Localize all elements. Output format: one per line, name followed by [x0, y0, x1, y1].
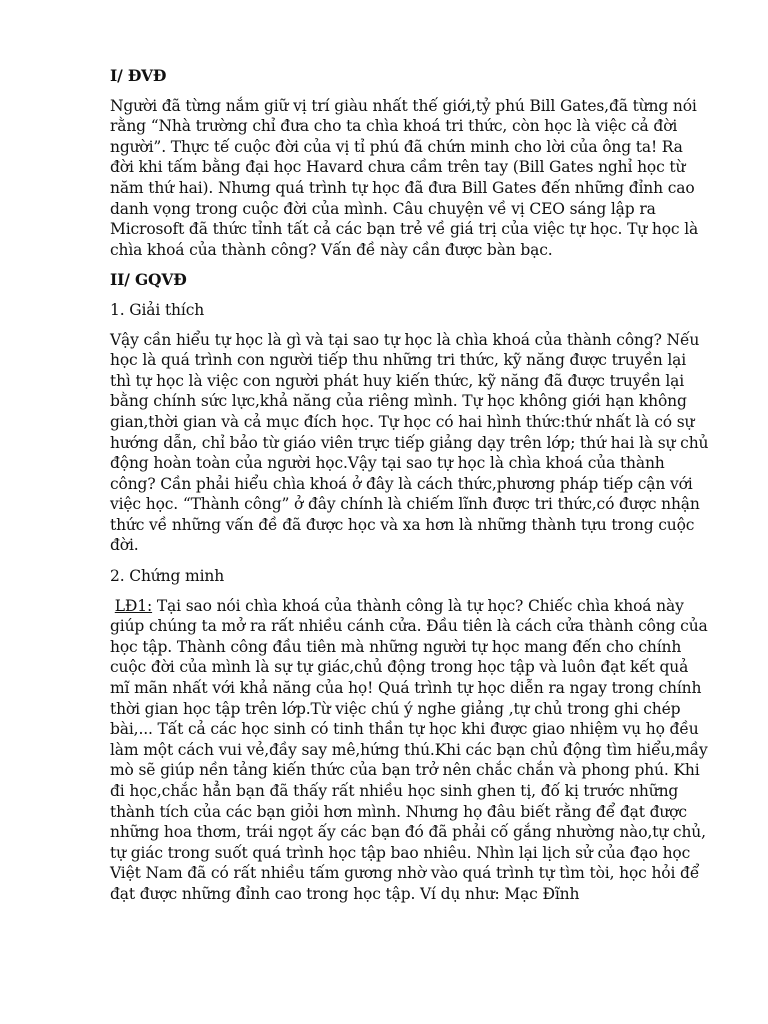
ld1-label: LĐ1:	[114, 596, 153, 615]
spacer	[110, 556, 710, 566]
explain-paragraph: Vậy cần hiểu tự học là gì và tại sao tự học là chìa khoá của thành công? Nếu học là quá trình con người tiếp thu những tri thức, kỹ năng được truyền lại thì tự học là việc con người phát huy kiến thức, kỹ năng đã được truyền lại bằng chính sức lực,khả năng của riêng mình. Tự học không giới hạn không gian,thời gian và cả mục đích học. Tự học có hai hình thức:thứ nhất là có sự hướng dẫn, chỉ bảo từ giáo viên trực tiếp giảng dạy trên lớp; thứ hai là sự chủ động hoàn toàn của người học.Vậy tại sao tự học là chìa khoá của thành công? Cần phải hiểu chìa khoá ở đây là cách thức,phương pháp tiếp cận với việc học. “Thành công” ở đây chính là chiếm lĩnh được tri thức,có được nhận thức về những vấn đề đã được học và xa hơn là những thành tựu trong cuộc đời.	[110, 330, 709, 555]
intro-paragraph: Người đã từng nắm giữ vị trí giàu nhất thế giới,tỷ phú Bill Gates,đã từng nói rằng “Nhà trường chỉ đưa cho ta chìa khoá tri thức, còn học là việc cả đời người”. Thực tế cuộc đời của vị tỉ phú đã chứn minh cho lời của ông ta! Ra đời khi tấm bằng đại học Havard chưa cầm trên tay (Bill Gates nghỉ học từ năm thứ hai). Nhưng quá trình tự học đã đưa Bill Gates đến những đỉnh cao danh vọng trong cuộc đời của mình. Câu chuyện về vị CEO sáng lập ra Microsoft đã thức tỉnh tất cả các bạn trẻ về giá trị của việc tự học. Tự học là chìa khoá của thành công? Vấn đề này cần được bàn bạc.	[110, 96, 699, 259]
spacer	[110, 321, 710, 330]
spacer	[110, 291, 710, 300]
spacer	[110, 260, 710, 270]
section-heading-gqvd: II/ GQVĐ	[110, 270, 187, 290]
spacer	[110, 587, 710, 596]
ld1-paragraph	[110, 596, 710, 905]
spacer	[110, 87, 710, 96]
subsection-title-explain: 1. Giải thích	[110, 300, 205, 319]
document-page	[110, 66, 710, 905]
ld1-text: Tại sao nói chìa khoá của thành công là tự học? Chiếc chìa khoá này giúp chúng ta mở ra rất nhiều cánh cửa. Đầu tiên là cách cửa thành công của học tập. Thành công đầu tiên mà những người tự học mang đến cho chính cuộc đời của mình là sự tự giác,chủ động trong học tập và luôn đạt kết quả mĩ mãn nhất với khả năng của họ! Quá trình tự học diễn ra ngay trong chính thời gian học tập trên lớp.Từ việc chú ý nghe giảng ,tự chủ trong ghi chép bài,... Tất cả các học sinh có tinh thần tự học khi được giao nhiệm vụ họ đều làm một cách vui vẻ,đầy say mê,hứng thú.Khi các bạn chủ động tìm hiểu,mầy mò sẽ giúp nền tảng kiến thức của bạn trở nên chắc chắn và phong phú. Khi đi học,chắc hẳn bạn đã thấy rất nhiều học sinh ghen tị, đố kị trước những thành tích của các bạn giỏi hơn mình. Nhưng họ đâu biết rằng để đạt được những hoa thơm, trái ngọt ấy các bạn đó đã phải cố gắng nhường nào,tự chủ, tự giác trong suốt quá trình học tập bao nhiêu. Nhìn lại lịch sử của đạo học Việt Nam đã có rất nhiều tấm gương nhờ vào quá trình tự tìm tòi, học hỏi để đạt được những đỉnh cao trong học tập. Ví dụ như: Mạc Đĩnh	[110, 596, 708, 903]
section-heading-dvd: I/ ĐVĐ	[110, 66, 167, 85]
subsection-title-prove: 2. Chứng minh	[110, 567, 225, 586]
